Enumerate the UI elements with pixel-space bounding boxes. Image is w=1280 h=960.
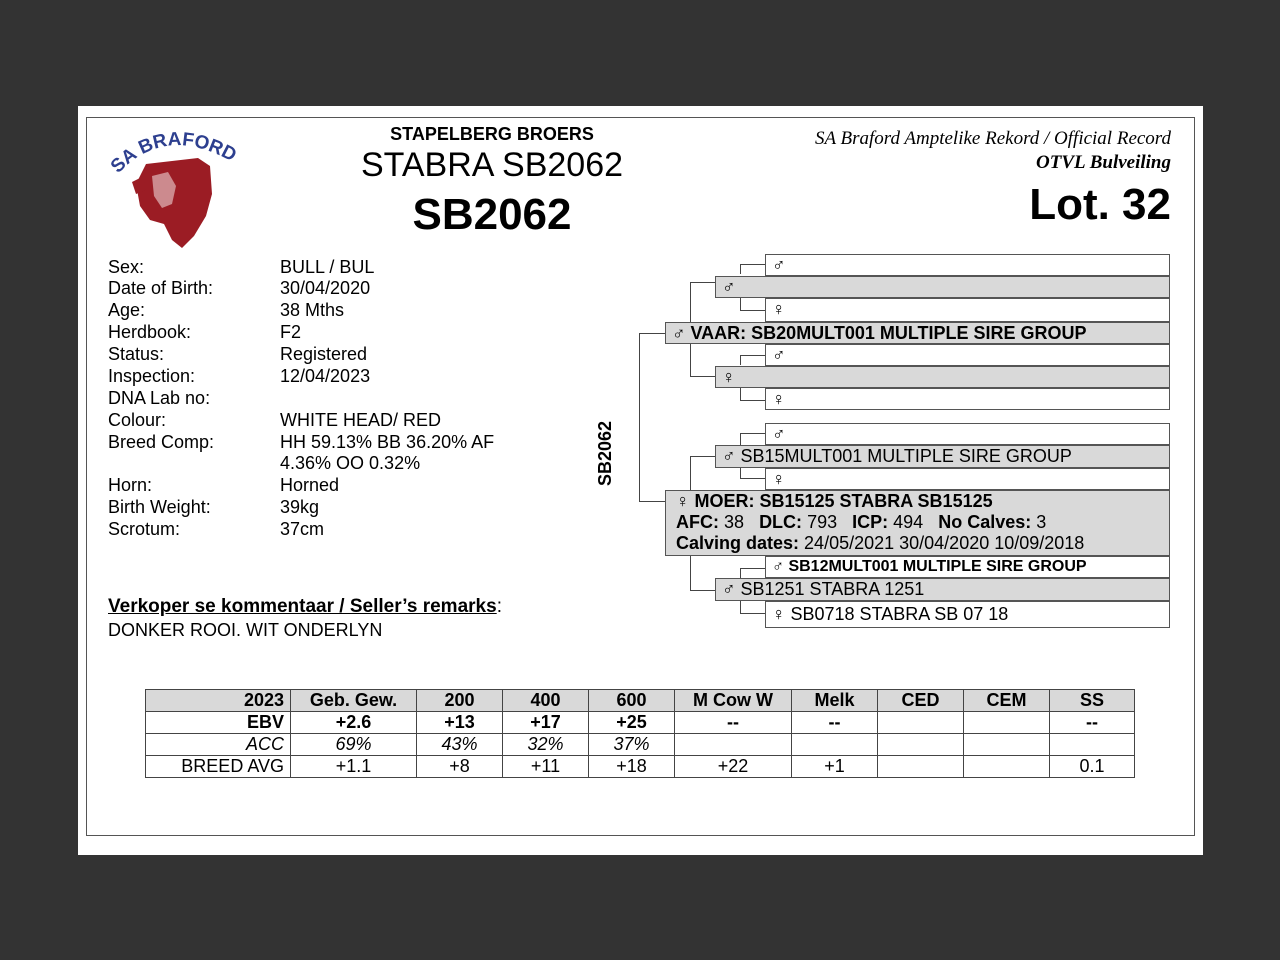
remarks-text: DONKER ROOI. WIT ONDERLYN — [108, 620, 383, 640]
dam-calves-label: No Calves: — [938, 512, 1032, 532]
dob-value: 30/04/2020 — [280, 278, 371, 298]
table-cell: -- — [675, 712, 792, 734]
header-200: 200 — [417, 690, 503, 712]
table-cell: EBV — [146, 712, 291, 734]
pedigree-connector — [690, 590, 716, 591]
dam-calving — [676, 533, 1169, 554]
table-cell: -- — [792, 712, 878, 734]
table-cell — [964, 734, 1050, 756]
table-cell: +8 — [417, 756, 503, 778]
pedigree-connector — [740, 298, 741, 310]
pedigree-connector — [740, 264, 741, 274]
pedigree-connector — [690, 376, 716, 377]
pedigree-connector — [690, 282, 716, 283]
sex-value: BULL / BUL — [280, 257, 375, 277]
pedigree-dam-dam: ♂ SB1251 STABRA 1251 — [715, 578, 1170, 601]
pedigree-sire-sire-sire: ♂ — [765, 254, 1170, 276]
pedigree-animal-label: SB2062 — [595, 420, 615, 486]
age-label: Age: — [108, 300, 146, 320]
table-cell: +1 — [792, 756, 878, 778]
record-title: SA Braford Amptelike Rekord / Official Record — [815, 128, 1171, 149]
pedigree-connector — [740, 468, 741, 478]
table-cell: ACC — [146, 734, 291, 756]
table-cell — [964, 756, 1050, 778]
inspection-value: 12/04/2023 — [280, 366, 371, 386]
header-400: 400 — [503, 690, 589, 712]
dam-icp: 494 — [893, 512, 924, 532]
table-cell: 0.1 — [1050, 756, 1135, 778]
dam-calving-label: Calving dates: — [676, 533, 800, 553]
status-value: Registered — [280, 344, 368, 364]
sex-label: Sex: — [108, 257, 145, 277]
header-birth-weight: Geb. Gew. — [291, 690, 417, 712]
pedigree-dam — [665, 490, 1170, 556]
logo-text: SA BRAFORD — [106, 129, 240, 178]
herdbook-label: Herdbook: — [108, 322, 192, 342]
dam-calves: 3 — [1036, 512, 1047, 532]
breed-comp-label: Breed Comp: — [108, 432, 215, 452]
pedigree-sire-sire: ♂ — [715, 276, 1170, 298]
breed-comp-value-cont: 4.36% OO 0.32% — [280, 453, 421, 473]
pedigree-dam-sire: ♂ SB15MULT001 MULTIPLE SIRE GROUP — [715, 445, 1170, 468]
table-row — [146, 734, 1135, 756]
breed-comp-value: HH 59.13% BB 36.20% AF — [280, 432, 495, 452]
table-cell: +17 — [503, 712, 589, 734]
table-cell: BREED AVG — [146, 756, 291, 778]
remarks-colon: : — [496, 596, 502, 617]
table-cell: 43% — [417, 734, 503, 756]
table-cell: +25 — [589, 712, 675, 734]
breeder-name: STAPELBERG BROERS — [390, 124, 594, 144]
table-cell — [878, 756, 964, 778]
registration-number: SB2062 — [412, 190, 572, 239]
table-cell: +11 — [503, 756, 589, 778]
birth-weight-label: Birth Weight: — [108, 497, 211, 517]
auction-name: OTVL Bulveiling — [1036, 152, 1171, 173]
horn-label: Horn: — [108, 475, 153, 495]
table-cell: 37% — [589, 734, 675, 756]
animal-name: STABRA SB2062 — [360, 146, 624, 184]
table-cell — [878, 712, 964, 734]
pedigree-connector — [740, 613, 766, 614]
header-year: 2023 — [146, 690, 291, 712]
pedigree-dam-dam-dam: ♀ SB0718 STABRA SB 07 18 — [765, 601, 1170, 628]
pedigree-connector — [740, 478, 766, 479]
birth-weight-value: 39kg — [280, 497, 320, 517]
pedigree-dam-sire-dam: ♀ — [765, 468, 1170, 490]
header-melk: Melk — [792, 690, 878, 712]
horn-value: Horned — [280, 475, 340, 495]
pedigree-connector — [690, 456, 716, 457]
pedigree-connector — [740, 355, 766, 356]
dam-name: ♀ MOER: SB15125 STABRA SB15125 — [676, 491, 993, 511]
table-row — [146, 712, 1135, 734]
pedigree-connector — [690, 556, 691, 590]
inspection-label: Inspection: — [108, 366, 196, 386]
pedigree-sire-dam-dam: ♀ — [765, 388, 1170, 410]
table-cell: +13 — [417, 712, 503, 734]
ebv-table — [145, 689, 1135, 778]
pedigree-connector — [740, 400, 766, 401]
scrotum-label: Scrotum: — [108, 519, 181, 539]
herdbook-value: F2 — [280, 322, 302, 342]
header-cem: CEM — [964, 690, 1050, 712]
table-cell: 32% — [503, 734, 589, 756]
table-cell: +22 — [675, 756, 792, 778]
dam-afc-label: AFC: — [676, 512, 719, 532]
pedigree-connector — [740, 388, 741, 400]
pedigree-dam-sire-sire: ♂ — [765, 423, 1170, 445]
dam-stats — [676, 512, 1169, 533]
dam-dlc: 793 — [807, 512, 838, 532]
colour-label: Colour: — [108, 410, 167, 430]
lot-number: Lot. 32 — [1029, 180, 1171, 229]
table-cell — [878, 734, 964, 756]
pedigree-connector — [690, 344, 691, 376]
pedigree-connector — [740, 433, 741, 445]
table-cell — [792, 734, 878, 756]
pedigree-sire-dam-sire: ♂ — [765, 344, 1170, 366]
table-row — [146, 756, 1135, 778]
pedigree-connector — [740, 264, 766, 265]
dam-calving-dates: 24/05/2021 30/04/2020 10/09/2018 — [804, 533, 1085, 553]
dob-label: Date of Birth: — [108, 278, 214, 298]
pedigree-connector — [639, 333, 665, 334]
colour-value: WHITE HEAD/ RED — [280, 410, 442, 430]
pedigree-sire: ♂ VAAR: SB20MULT001 MULTIPLE SIRE GROUP — [665, 322, 1170, 344]
table-cell: +1.1 — [291, 756, 417, 778]
dna-label: DNA Lab no: — [108, 388, 211, 408]
remarks-title-text: Verkoper se kommentaar / Seller’s remarks — [108, 596, 497, 617]
pedigree-dam-dam-sire: ♂ SB12MULT001 MULTIPLE SIRE GROUP — [765, 556, 1170, 578]
pedigree-connector — [740, 568, 741, 578]
pedigree-connector — [639, 501, 665, 502]
dam-dlc-label: DLC: — [759, 512, 803, 532]
table-cell — [675, 734, 792, 756]
pedigree-connector — [740, 433, 766, 434]
record-card — [78, 106, 1203, 855]
table-cell: +18 — [589, 756, 675, 778]
header-mcoww: M Cow W — [675, 690, 792, 712]
pedigree-connector — [690, 456, 691, 490]
dam-afc: 38 — [724, 512, 745, 532]
pedigree-connector — [740, 310, 766, 311]
pedigree-connector — [639, 333, 640, 501]
pedigree-connector — [690, 282, 691, 322]
header-ss: SS — [1050, 690, 1135, 712]
pedigree-connector — [740, 568, 766, 569]
pedigree-sire-dam: ♀ — [715, 366, 1170, 388]
scrotum-value: 37cm — [280, 519, 325, 539]
pedigree-sire-sire-dam: ♀ — [765, 298, 1170, 322]
header-ced: CED — [878, 690, 964, 712]
table-cell: -- — [1050, 712, 1135, 734]
table-cell — [1050, 734, 1135, 756]
dam-icp-label: ICP: — [852, 512, 889, 532]
table-cell: 69% — [291, 734, 417, 756]
header-600: 600 — [589, 690, 675, 712]
pedigree-connector — [740, 601, 741, 613]
remarks-title — [108, 596, 502, 618]
pedigree-connector — [740, 355, 741, 365]
age-value: 38 Mths — [280, 300, 345, 320]
table-cell — [964, 712, 1050, 734]
status-label: Status: — [108, 344, 165, 364]
table-header-row — [146, 690, 1135, 712]
table-cell: +2.6 — [291, 712, 417, 734]
